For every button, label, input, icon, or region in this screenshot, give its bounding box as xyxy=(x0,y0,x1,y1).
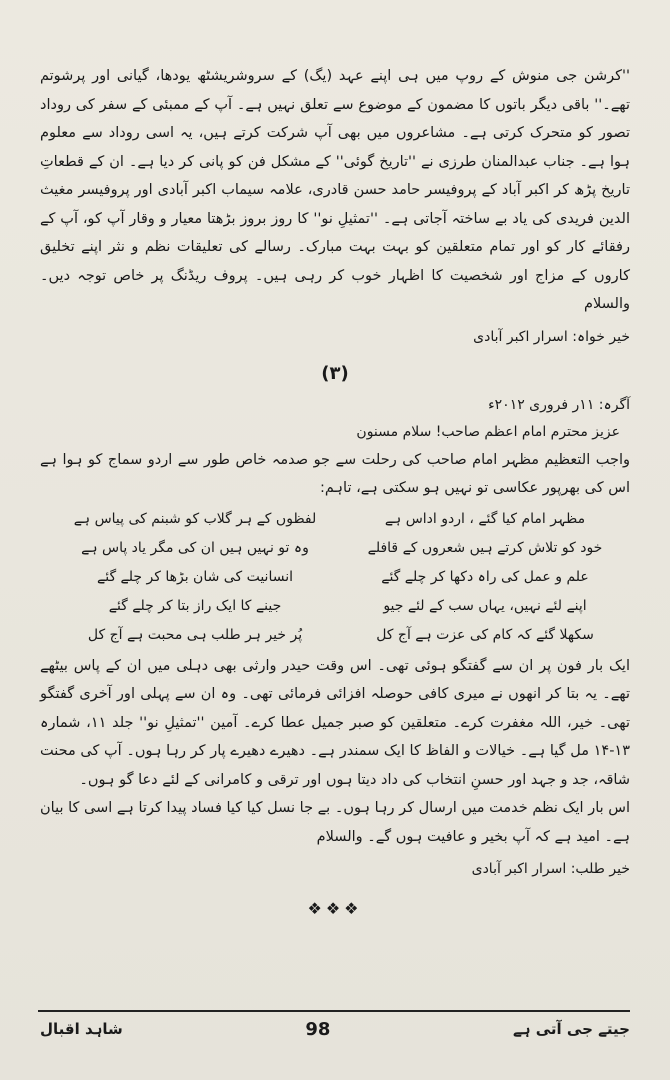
verse-5a: سکھلا گئے کہ کام کی عزت ہے آج کل xyxy=(376,626,594,643)
verse-1b: لفظوں کے ہر گلاب کو شبنم کی پیاس ہے xyxy=(73,510,317,527)
footer-divider xyxy=(38,1010,630,1012)
letter3-intro: واجب التعظیم مظہر امام صاحب کی رحلت سے جو صدمہ خاص طور سے اردو سماج کو ہوا ہے اس کی بھرپور عکاسی تو نہیں ہو سکتی ہے، تاہم: xyxy=(40,451,630,496)
verse-3b: انسانیت کی شان بڑھا کر چلے گئے xyxy=(97,568,293,585)
poem xyxy=(70,505,610,650)
letter2-signature: خیر خواہ: اسرار اکبر آبادی xyxy=(473,328,630,345)
verse-2b: وہ تو نہیں ہیں ان کی مگر یاد پاس ہے xyxy=(81,539,309,556)
letter3-salutation: عزیز محترم امام اعظم صاحب! سلام مسنون xyxy=(356,423,620,440)
verse-5b: پُر خیر ہر طلب ہی محبت ہے آج کل xyxy=(87,626,303,643)
verse-3a: علم و عمل کی راہ دکھا کر چلے گئے xyxy=(381,568,589,585)
footer-author: شاہد اقبال xyxy=(40,1020,123,1038)
verse-4b: جینے کا ایک راز بتا کر چلے گئے xyxy=(108,597,282,614)
letter3-signature: خیر طلب: اسرار اکبر آبادی xyxy=(471,861,630,877)
verse-4a: اپنے لئے نہیں، یہاں سب کے لئے جیو xyxy=(383,597,587,614)
verse-2a: خود کو تلاش کرتے ہیں شعروں کے قافلے xyxy=(367,539,603,556)
page-footer xyxy=(40,1014,630,1044)
letter3-number: (۳) xyxy=(321,362,349,384)
letter3-body2: اس بار ایک نظم خدمت میں ارسال کر رہا ہوں۔ بے جا نسل کیا کیا فساد پیدا کرتا ہے اسی کا بیان ہے۔ امید ہے کہ آپ بخیر و عافیت ہوں گے۔ والسلام xyxy=(40,800,630,845)
page-number: 98 xyxy=(305,1018,331,1040)
ornament-icon: ❖❖❖ xyxy=(307,899,363,918)
letter3-dateline: آگرہ: ۱۱ر فروری ۲۰۱۲ء xyxy=(488,396,630,413)
letter3-body1: ایک بار فون پر ان سے گفتگو ہوئی تھی۔ اس وقت حیدر وارثی بھی دہلی میں ان کے پاس بیٹھے تھے۔ یہ بتا کر انھوں نے میری کافی حوصلہ افزائی فرمائی تھی۔ وہ ان سے پہلی اور آخری گفتگو تھی۔ خیر، اللہ مغفرت کرے۔ متعلقین کو صبر جمیل عطا کرے۔ آمین ''تمثیلِ نو'' جلد ۱۱، شمارہ ۱۳-۱۴ مل گیا ہے۔ خیالات و الفاظ کا ایک سمندر ہے۔ دھیرے دھیرے پار کر رہا ہوں۔ آپ کی محنت شاقہ، جد و جہد اور حسنِ انتخاب کی داد دیتا ہوں اور ترقی و کامرانی کے لئے دعا گو ہوں۔ xyxy=(40,657,630,788)
letter2-body: ''کرشن جی منوش کے روپ میں ہی اپنے عہد (یگ) کے سروشریشٹھ یودھا، گیانی اور پرشوتم تھے۔'' باقی دیگر باتوں کا مضمون کے موضوع سے تعلق نہیں ہے۔ آپ کے ممبئی کے سفر کی روداد تصور کو متحرک کرتی ہے۔ مشاعروں میں بھی آپ شرکت کرتے ہیں، یہ اسی روداد سے معلوم ہوا ہے۔ جناب عبدالمنان طرزی نے ''تاریخ گوئی'' کے مشکل فن کو پانی کر دیا ہے۔ ان کے قطعاتِ تاریخ پڑھ کر اکبر آباد کے پروفیسر حامد حسن قادری، علامہ سیماب اکبر آبادی اور پروفیسر مغیث الدین فریدی کی یاد بے ساختہ آجاتی ہے۔ ''تمثیلِ نو'' کا روز بروز بڑھتا معیار و وقار آپ کو، آپ کے رفقائے کار کو اور تمام متعلقین کو بہت بہت مبارک۔ رسالے کی تعلیقات نظم و نثر اپنے تخلیق کاروں کے مزاج اور شخصیت کا اظہار خوب کر رہی ہیں۔ پروف ریڈنگ پر خاص توجہ دیں۔ والسلام xyxy=(40,68,630,312)
verse-1a: مظہر امام کیا گئے ، اردو اداس ہے xyxy=(384,510,586,527)
footer-book-title: جیتے جی آتی ہے xyxy=(512,1020,630,1038)
